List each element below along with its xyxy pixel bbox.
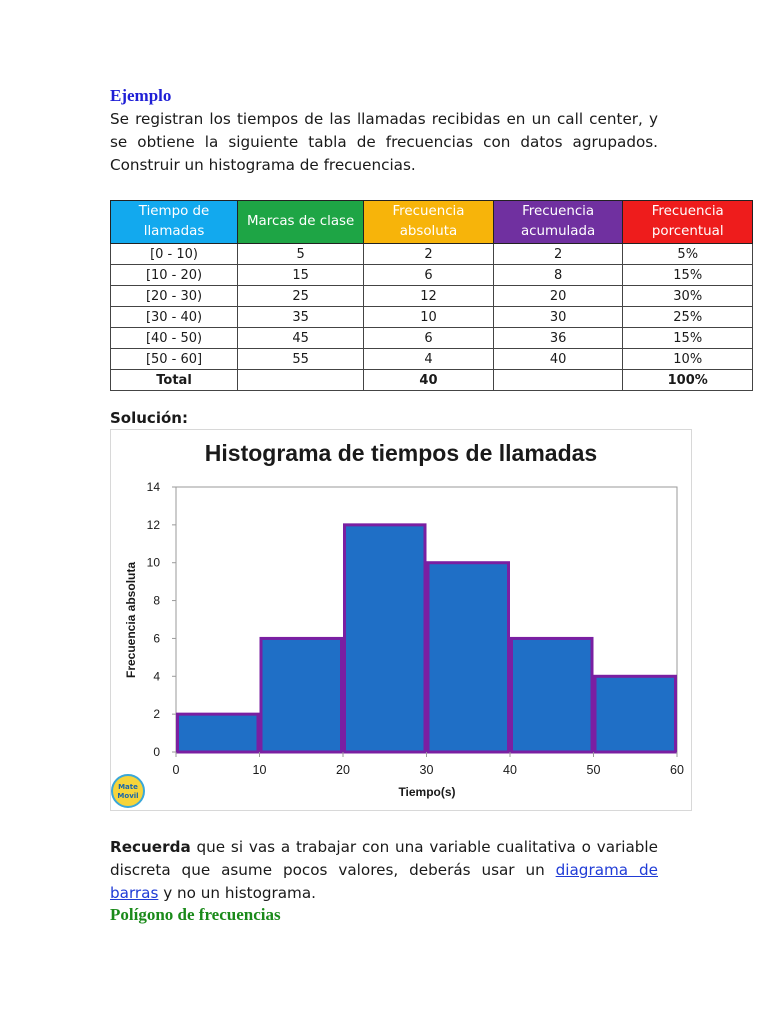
x-tick-label: 50 [586, 763, 601, 777]
cell-facum: 40 [493, 349, 623, 370]
cell-facum: 30 [493, 307, 623, 328]
cell-tiempo: [20 - 30) [111, 286, 238, 307]
recuerda-line-1 [110, 836, 658, 859]
y-tick-label: 0 [153, 745, 160, 759]
chart-title: Histograma de tiempos de llamadas [204, 440, 598, 466]
y-tick-label: 14 [146, 480, 160, 494]
x-tick-label: 20 [336, 763, 350, 777]
cell-marca: 25 [238, 286, 364, 307]
cell-marca: 55 [238, 349, 364, 370]
x-tick-label: 40 [503, 763, 517, 777]
y-tick-label: 6 [153, 631, 160, 646]
table-row [111, 349, 753, 370]
table-header-row [111, 201, 753, 244]
recuerda-text-2: discreta que asume pocos valores, deberás usar un [110, 861, 545, 879]
cell-fabs: 4 [364, 349, 493, 370]
cell-facum: 20 [493, 286, 623, 307]
table-row [111, 244, 753, 265]
matemovil-logo [111, 774, 145, 808]
cell-facum: 36 [493, 328, 623, 349]
heading-ejemplo: Ejemplo [110, 86, 172, 105]
cell-fporc: 30% [623, 286, 753, 307]
cell-fabs: 6 [364, 328, 493, 349]
recuerda-line-2 [110, 859, 658, 882]
cell-fporc: 15% [623, 265, 753, 286]
cell-tiempo: [40 - 50) [111, 328, 238, 349]
diagrama-de-barras-link[interactable]: diagrama de [555, 861, 659, 879]
cell-fabs: 2 [364, 244, 493, 265]
cell-fabs: 10 [364, 307, 493, 328]
table-row [111, 265, 753, 286]
histogram-bar [261, 638, 342, 752]
intro-paragraph [110, 108, 658, 177]
cell-tiempo: [50 - 60] [111, 349, 238, 370]
cell-total-label: Total [111, 370, 238, 391]
histogram-bar [345, 525, 426, 752]
table-row [111, 328, 753, 349]
cell-tiempo: [10 - 20) [111, 265, 238, 286]
recuerda-paragraph [110, 836, 658, 905]
table-total-row [111, 370, 753, 391]
recuerda-text-3: y no un histograma. [163, 884, 316, 902]
y-axis-label: Frecuencia absoluta [124, 561, 138, 679]
cell-fporc: 5% [623, 244, 753, 265]
table-row [111, 307, 753, 328]
cell-facum: 2 [493, 244, 623, 265]
y-tick-label: 4 [153, 669, 160, 684]
cell-fporc: 15% [623, 328, 753, 349]
y-tick-label: 2 [153, 707, 160, 722]
y-tick-label: 8 [153, 593, 160, 608]
frequency-table [110, 200, 753, 391]
header-marcas: Marcas de clase [238, 201, 364, 244]
cell-total-fabs: 40 [364, 370, 493, 391]
logo-text: Mate Movil [117, 783, 139, 800]
diagrama-de-barras-link-cont[interactable]: barras [110, 884, 159, 902]
cell-fporc: 10% [623, 349, 753, 370]
cell-fporc: 25% [623, 307, 753, 328]
recuerda-bold: Recuerda [110, 838, 191, 856]
header-frecuencia-absoluta: Frecuencia absoluta [364, 201, 493, 244]
cell-fabs: 12 [364, 286, 493, 307]
cell-marca: 5 [238, 244, 364, 265]
header-frecuencia-acumulada: Frecuencia acumulada [493, 201, 623, 244]
cell-marca: 35 [238, 307, 364, 328]
cell-tiempo: [30 - 40) [111, 307, 238, 328]
histogram-bar [428, 563, 509, 752]
cell-marca: 45 [238, 328, 364, 349]
table-row [111, 286, 753, 307]
solucion-label: Solución: [110, 409, 188, 427]
x-axis-label: Tiempo(s) [398, 785, 456, 799]
intro-line: Se registran los tiempos de las llamadas recibidas en un call center, y [110, 110, 658, 128]
histogram-bar [595, 676, 676, 752]
cell-total-fporc: 100% [623, 370, 753, 391]
x-tick-label: 30 [419, 763, 434, 777]
header-frecuencia-porcentual: Frecuencia porcentual [623, 201, 753, 244]
poligono-heading: Polígono de frecuencias [110, 905, 281, 924]
recuerda-text-1: que si vas a trabajar con una variable cualitativa o variable [196, 838, 658, 856]
header-tiempo: Tiempo de llamadas [111, 201, 238, 244]
y-tick-label: 12 [146, 517, 160, 532]
histogram-bar [178, 714, 259, 752]
x-tick-label: 10 [252, 763, 267, 777]
histogram-svg [111, 430, 691, 810]
x-tick-label: 0 [172, 763, 180, 777]
cell-marca: 15 [238, 265, 364, 286]
intro-line: Construir un histograma de frecuencias. [110, 156, 416, 174]
intro-line: se obtiene la siguiente tabla de frecuencias con datos agrupados. [110, 133, 658, 151]
cell-fabs: 6 [364, 265, 493, 286]
y-tick-label: 10 [146, 555, 160, 570]
histogram-bar [512, 638, 593, 752]
x-tick-label: 60 [670, 763, 684, 777]
cell-tiempo: [0 - 10) [111, 244, 238, 265]
recuerda-line-3 [110, 882, 658, 905]
histogram-chart [110, 429, 692, 811]
cell-total-facum [493, 370, 623, 391]
cell-facum: 8 [493, 265, 623, 286]
cell-total-marca [238, 370, 364, 391]
